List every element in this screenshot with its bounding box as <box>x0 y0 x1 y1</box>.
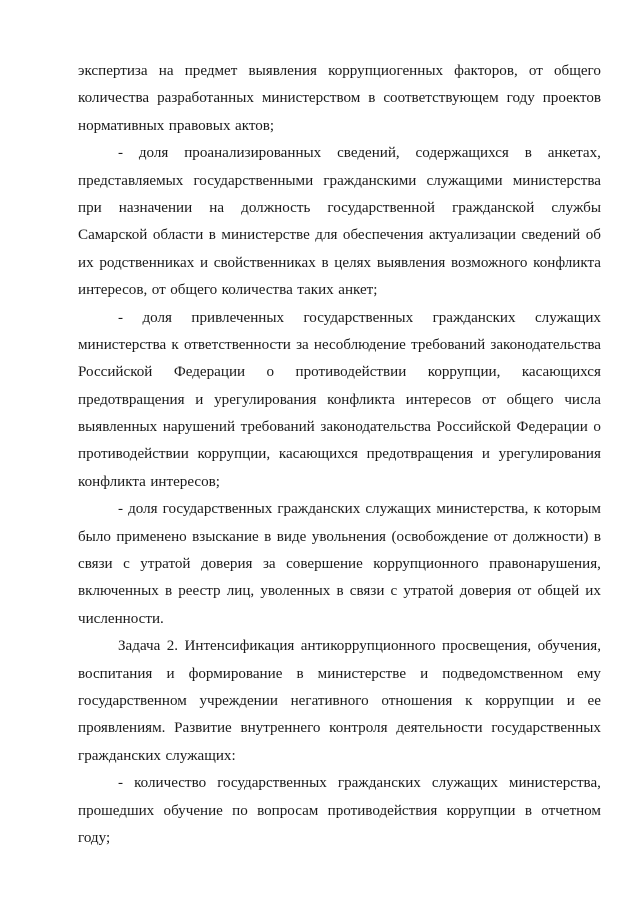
text-line: воспитания и формирование в министерстве и подведомственном ему <box>78 665 601 682</box>
text-line: конфликта интересов; <box>78 473 220 490</box>
text-line: численности. <box>78 610 164 627</box>
text-line: Самарской области в министерстве для обеспечения актуализации сведений об <box>78 227 601 244</box>
paragraph-p2 <box>78 140 601 304</box>
paragraph-p1 <box>78 58 601 140</box>
text-line: - доля проанализированных сведений, содержащихся в анкетах, <box>118 145 601 162</box>
text-line: прошедших обучение по вопросам противодействия коррупции в отчетном <box>78 802 601 819</box>
text-line: было применено взыскание в виде увольнения (освобождение от должности) в <box>78 528 601 545</box>
text-line: нормативных правовых актов; <box>78 117 275 134</box>
text-line: экспертиза на предмет выявления коррупциогенных факторов, от общего <box>78 63 601 79</box>
text-line: их родственниках и свойственниках в целях выявления возможного конфликта <box>78 254 601 271</box>
text-line: представляемых государственными гражданскими служащими министерства <box>78 172 601 189</box>
text-line: противодействии коррупции, касающихся предотвращения и урегулирования <box>78 446 601 463</box>
text-line: выявленных нарушений требований законодательства Российской Федерации о <box>78 419 601 436</box>
text-line: при назначении на должность государственной гражданской службы <box>78 199 601 216</box>
text-line: предотвращения и урегулирования конфликта интересов от общего числа <box>78 391 601 408</box>
text-line: гражданских служащих: <box>78 747 236 764</box>
text-line: связи с утратой доверия за совершение коррупционного правонарушения, <box>78 556 601 573</box>
paragraph-p5 <box>78 633 601 770</box>
text-line: году; <box>78 829 111 846</box>
text-line: - доля государственных гражданских служащих министерства, к которым <box>118 501 601 518</box>
text-line: проявлениям. Развитие внутреннего контроля деятельности государственных <box>78 720 601 737</box>
document-body <box>78 58 601 852</box>
paragraph-p4 <box>78 496 601 633</box>
text-line: включенных в реестр лиц, уволенных в связи с утратой доверия от общей их <box>78 583 601 600</box>
text-line: Российской Федерации о противодействии коррупции, касающихся <box>78 364 601 381</box>
text-line: Задача 2. Интенсификация антикоррупционного просвещения, обучения, <box>118 638 601 655</box>
text-line: государственном учреждении негативного отношения к коррупции и ее <box>78 692 601 709</box>
text-line: интересов, от общего количества таких анкет; <box>78 282 378 299</box>
text-line: - доля привлеченных государственных гражданских служащих <box>118 309 601 326</box>
text-line: - количество государственных гражданских служащих министерства, <box>118 775 601 792</box>
paragraph-p6 <box>78 770 601 852</box>
text-line: количества разработанных министерством в соответствующем году проектов <box>78 90 601 107</box>
paragraph-p3 <box>78 305 601 497</box>
text-line: министерства к ответственности за несоблюдение требований законодательства <box>78 336 601 353</box>
